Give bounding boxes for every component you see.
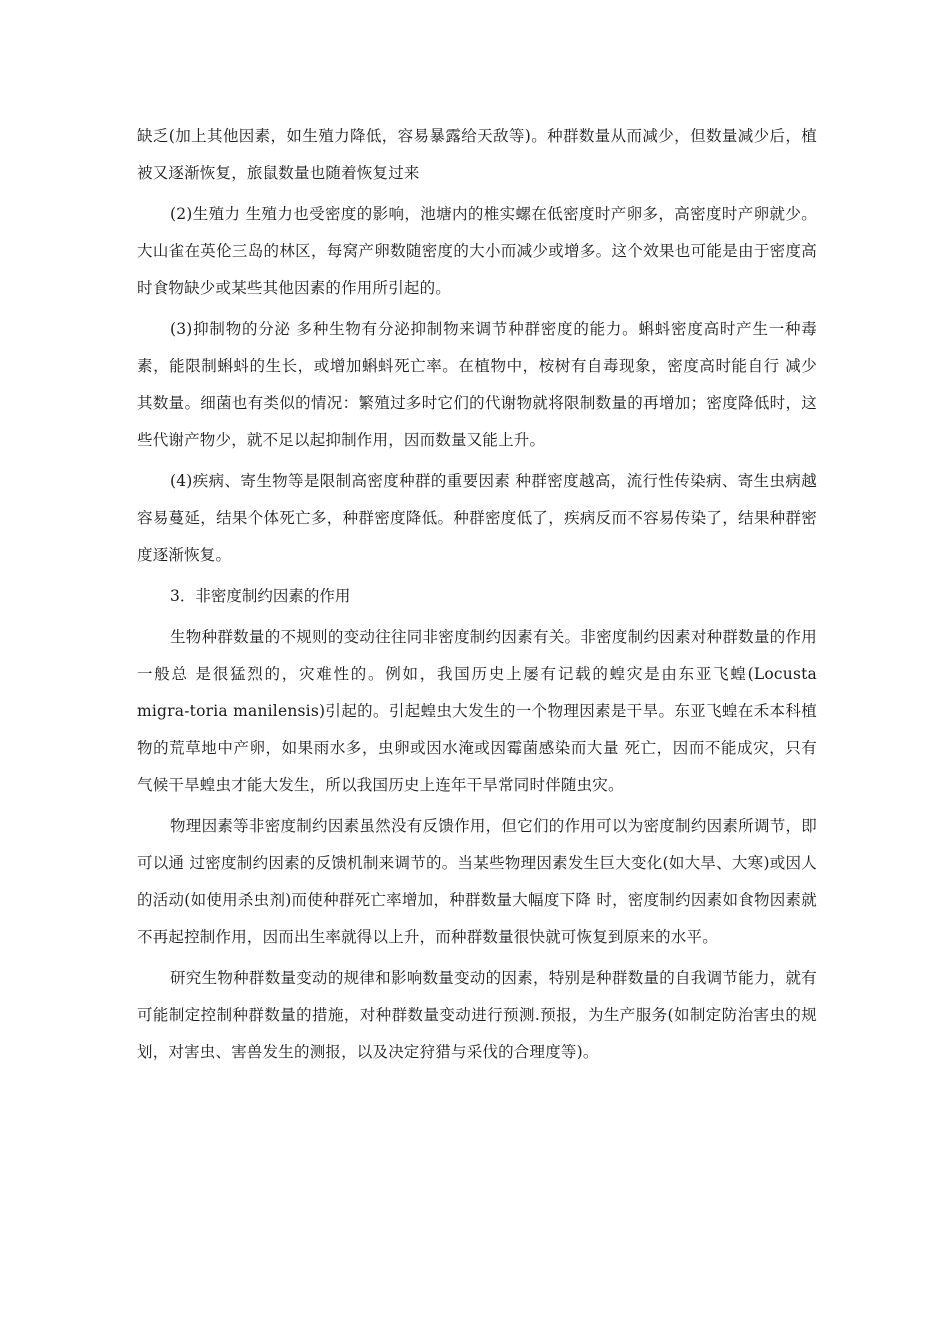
paragraph-3: (3)抑制物的分泌 多种生物有分泌抑制物来调节种群密度的能力。蝌蚪密度高时产生一种毒素，能限制蝌蚪的生长，或增加蝌蚪死亡率。在植物中，桉树有自毒现象，密度高时能自行 减少其数量。细菌也有类似的情况：繁殖过多时它们的代谢物就将限制数量的再增加；密度降低时，这些代谢产物少，就不足以起抑制作用，因而数量又能上升。 [137,320,817,449]
section-heading-3: 3．非密度制约因素的作用 [170,587,351,605]
document-body [137,118,817,1075]
paragraph-7: 研究生物种群数量变动的规律和影响数量变动的因素，特别是种群数量的自我调节能力，就有可能制定控制种群数量的措施，对种群数量变动进行预测.预报，为生产服务(如制定防治害虫的规划，对害虫、害兽发生的测报，以及决定狩猎与采伐的合理度等)。 [137,969,817,1061]
paragraph-6: 物理因素等非密度制约因素虽然没有反馈作用，但它们的作用可以为密度制约因素所调节，即可以通 过密度制约因素的反馈机制来调节的。当某些物理因素发生巨大变化(如大旱、大寒)或因人的活动(如使用杀虫剂)而使种群死亡率增加，种群数量大幅度下降 时，密度制约因素如食物因素就不再起控制作用，因而出生率就得以上升，而种群数量很快就可恢复到原来的水平。 [137,817,817,946]
paragraph-1: 缺乏(加上其他因素，如生殖力降低，容易暴露给天敌等)。种群数量从而减少，但数量减少后，植被又逐渐恢复，旅鼠数量也随着恢复过来 [137,127,817,182]
paragraph-2: (2)生殖力 生殖力也受密度的影响，池塘内的椎实螺在低密度时产卵多，高密度时产卵就少。大山雀在英伦三岛的林区，每窝产卵数随密度的大小而减少或增多。这个效果也可能是由于密度高时食物缺少或某些其他因素的作用所引起的。 [137,205,817,297]
paragraph-4: (4)疾病、寄生物等是限制高密度种群的重要因素 种群密度越高，流行性传染病、寄生虫病越容易蔓延，结果个体死亡多，种群密度降低。种群密度低了，疾病反而不容易传染了，结果种群密度逐渐恢复。 [137,472,817,564]
paragraph-5: 生物种群数量的不规则的变动往往同非密度制约因素有关。非密度制约因素对种群数量的作用一般总 是很猛烈的，灾难性的。例如，我国历史上屡有记载的蝗灾是由东亚飞蝗(Locusta migra-toria manilensis)引起的。引起蝗虫大发生的一个物理因素是干旱。东亚飞蝗在禾本科植物的荒草地中产卵，如果雨水多，虫卵或因水淹或因霉菌感染而大量 死亡，因而不能成灾，只有气候干旱蝗虫才能大发生，所以我国历史上连年干旱常同时伴随虫灾。 [137,628,817,794]
